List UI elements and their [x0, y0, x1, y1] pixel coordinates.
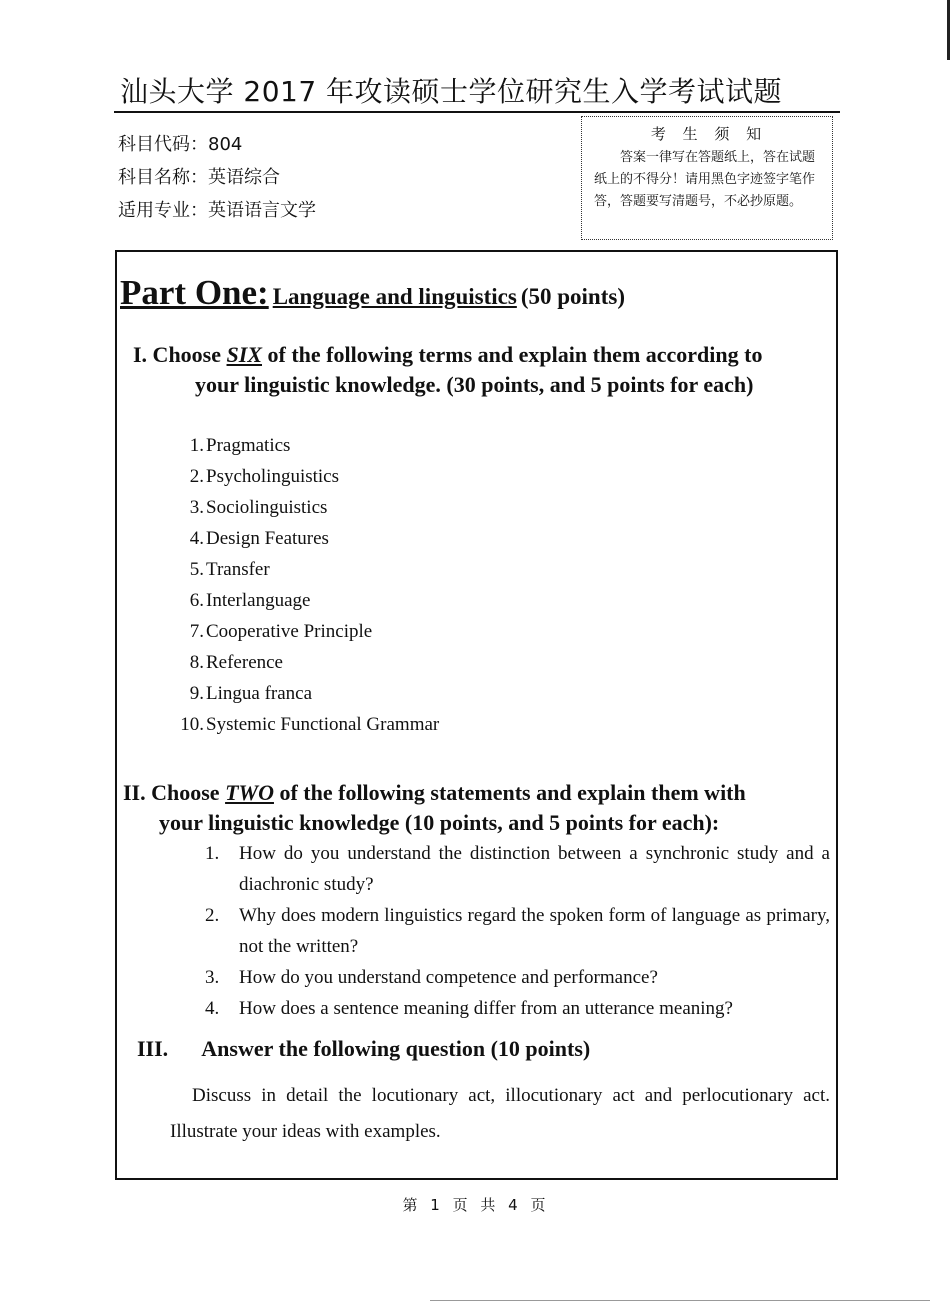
- section-1-keyword: SIX: [226, 342, 262, 367]
- section-2-line2: your linguistic knowledge (10 points, and 5 points for each):: [159, 810, 720, 835]
- list-item: 6. Interlanguage: [189, 590, 311, 611]
- section-2-heading: [123, 778, 833, 838]
- scan-rule: [430, 1300, 930, 1301]
- subject-code: 科目代码：804: [118, 134, 243, 155]
- section-3-title: Answer the following question (10 points): [201, 1036, 591, 1061]
- section-3-heading: [137, 1036, 590, 1062]
- notice-title: 考 生 须 知: [650, 125, 768, 143]
- section-1-line1: of the following terms and explain them according to: [267, 342, 763, 367]
- title-rule: [114, 111, 840, 113]
- section-2-line1: of the following statements and explain them with: [279, 780, 746, 805]
- section-1-prefix: I. Choose: [133, 342, 222, 367]
- part-one-points: (50 points): [520, 284, 625, 309]
- applicable-major: 适用专业：英语语言文学: [118, 200, 316, 221]
- section-2-prefix: II. Choose: [123, 780, 220, 805]
- statement-list: [205, 838, 830, 1024]
- list-item: 8. Reference: [189, 652, 283, 673]
- section-1-line2: your linguistic knowledge. (30 points, and 5 points for each): [195, 372, 754, 397]
- subject-name: 科目名称：英语综合: [118, 167, 280, 188]
- section-3-body: Discuss in detail the locutionary act, illocutionary act and perlocutionary act. Illustrate your ideas with examples.: [170, 1085, 830, 1142]
- section-3-num: III.: [137, 1036, 169, 1061]
- page-number: 第 1 页 共 4 页: [402, 1196, 548, 1214]
- part-one-label: Part One:: [120, 273, 269, 312]
- part-one-subtitle: Language and linguistics: [272, 284, 517, 309]
- list-item: 7. Cooperative Principle: [189, 621, 373, 642]
- part-one-heading: [120, 273, 625, 313]
- list-item: 1. How do you understand the distinction between a synchronic study and a diachronic study?: [205, 843, 830, 895]
- list-item: 2. Psycholinguistics: [189, 466, 340, 487]
- notice-body: 答案一律写在答题纸上，答在试题纸上的不得分！请用黑色字迹签字笔作答，答题要写清题号，不必抄原题。: [594, 150, 816, 209]
- list-item: 1. Pragmatics: [189, 435, 291, 456]
- section-1-heading: [133, 340, 833, 400]
- list-item: 5. Transfer: [189, 559, 270, 580]
- list-item: 2. Why does modern linguistics regard the spoken form of language as primary, not the written?: [205, 905, 830, 957]
- exam-meta: [118, 128, 316, 227]
- exam-title: 汕头大学 2017 年攻读硕士学位研究生入学考试试题: [120, 75, 783, 108]
- candidate-notice: [581, 116, 833, 240]
- section-2-keyword: TWO: [225, 780, 274, 805]
- list-item: 4. How does a sentence meaning differ from an utterance meaning?: [205, 998, 733, 1019]
- term-list: [170, 430, 439, 740]
- list-item: 9. Lingua franca: [189, 683, 313, 704]
- list-item: 4. Design Features: [189, 528, 329, 549]
- list-item: 3. Sociolinguistics: [189, 497, 328, 518]
- list-item: 10. Systemic Functional Grammar: [180, 714, 440, 735]
- list-item: 3. How do you understand competence and performance?: [205, 967, 658, 988]
